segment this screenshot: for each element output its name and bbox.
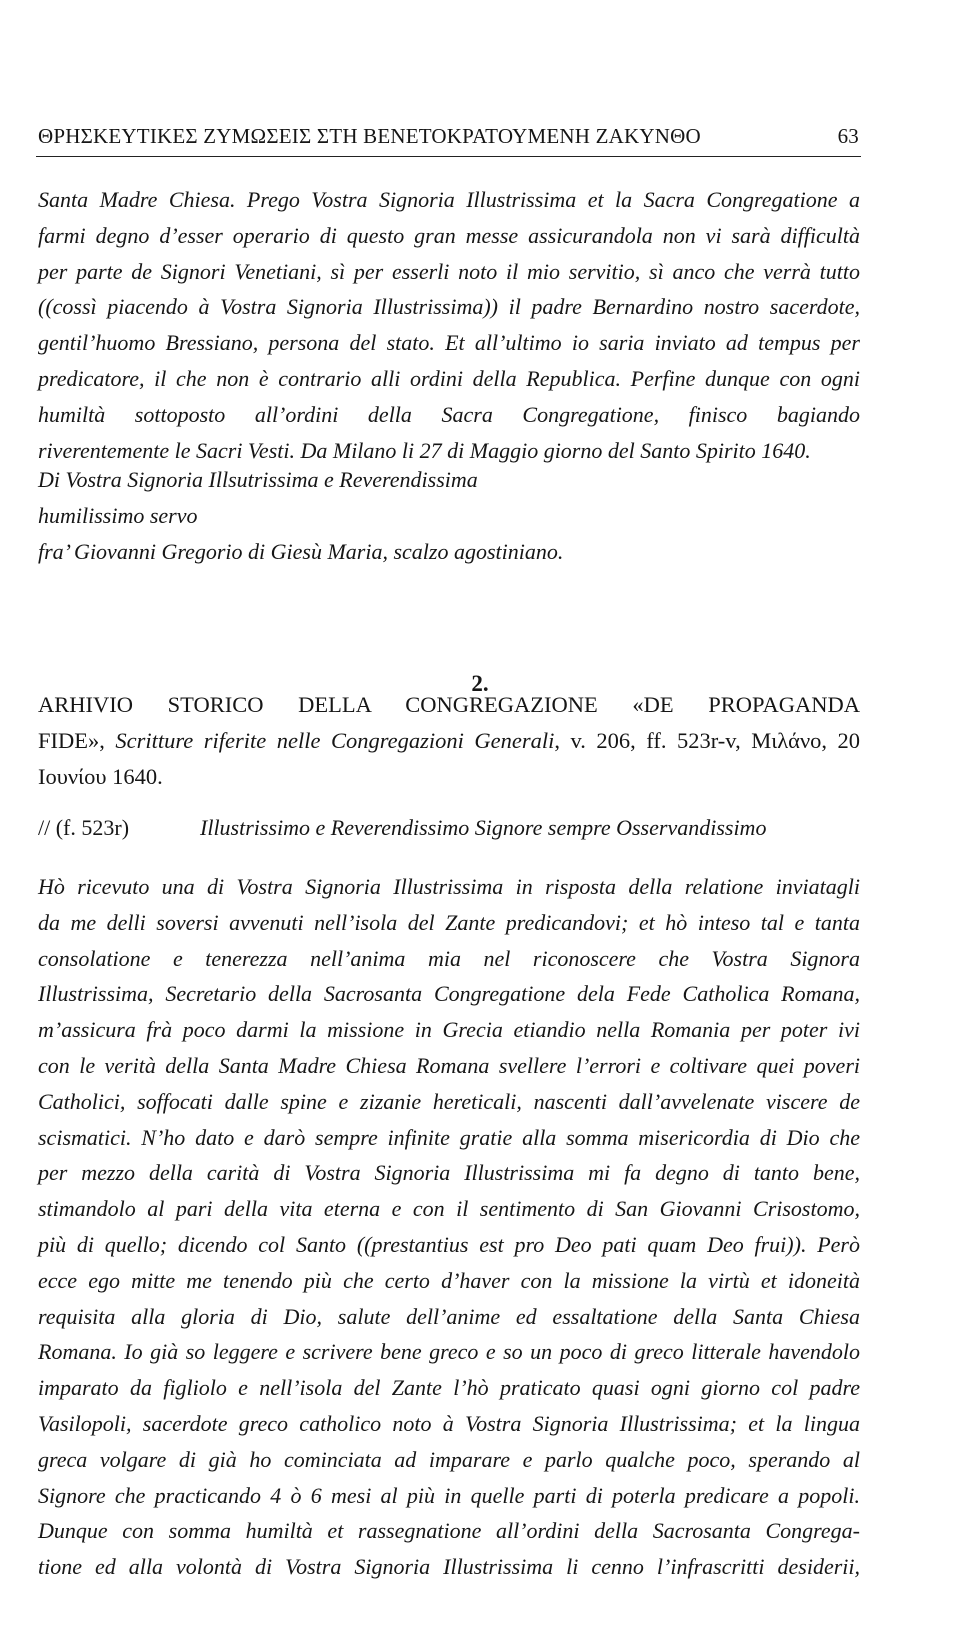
signature: fra’ Giovanni Gregorio di Giesù Maria, scalzo agostiniano.	[38, 539, 564, 564]
text-line: m’assicura frà poco darmi la missione in Grecia etiandio nella Romania per poter ivi	[38, 1017, 860, 1043]
text-line: gentil’huomo Bressiano, persona del stato. Et all’ultimo io saria inviato ad tempus per	[38, 330, 860, 356]
text-line: Santa Madre Chiesa. Prego Vostra Signoria Illustrissima et la Sacra Congregatione a	[38, 187, 860, 212]
letter-end-paragraph	[38, 182, 860, 468]
archive-location: , v. 206, ff. 523r-v, Μιλάνο, 20	[554, 728, 860, 753]
text-line: imparato da figliolo e nell’isola del Zante l’hò praticato quasi ogni giorno col padre	[38, 1375, 860, 1401]
page-number: 63	[837, 124, 859, 148]
closing-formula: Di Vostra Signoria Illsutrissima e Reverendissima	[38, 467, 478, 492]
text-line: farmi degno d’esser operario di questo gran messe assicurandola non vi sarà difficultà	[38, 222, 860, 248]
archive-reference	[38, 687, 860, 795]
letter-body	[38, 869, 860, 1585]
text-line: Signore che practicando 4 ò 6 mesi al più in quelle parti di poterla predicare a popoli.	[38, 1482, 860, 1508]
text-line: per parte de Signori Venetiani, sì per esserli noto il mio servitio, sì anco che verrà tutto	[38, 258, 860, 284]
text-line: da me delli soversi avvenuti nell’isola del Zante predicandovi; et hò inteso tal e tanta	[38, 909, 860, 935]
text-line: ((cossì piacendo à Vostra Signoria Illustrissima)) il padre Bernardino nostro sacerdote,	[38, 294, 860, 320]
text-line: più di quello; dicendo col Santo ((prestantius est pro Deo pati quam Deo frui)). Però	[38, 1231, 860, 1257]
running-header	[38, 124, 859, 149]
text-line: per mezzo della carità di Vostra Signoria Illustrissima mi fa degno di tanto bene,	[38, 1160, 860, 1186]
document-number: 2.	[471, 671, 489, 696]
header-rule	[36, 156, 861, 157]
text-line: Hò ricevuto una di Vostra Signoria Illustrissima in risposta della relatione inviatagli	[38, 874, 860, 899]
archive-source: FIDE»,	[38, 728, 116, 753]
closing-servant: humilissimo servo	[38, 503, 198, 528]
text-line: riverentemente le Sacri Vesti. Da Milano li 27 di Maggio giorno del Santo Spirito 1640.	[38, 437, 811, 463]
text-line: requisita alla gloria di Dio, salute dell’anime ed essaltatione della Santa Chiesa	[38, 1303, 860, 1329]
text-line: Romana. Io già so leggere e scrivere bene greco e so un poco di greco litterale havendolo	[38, 1339, 860, 1365]
text-line: greca volgare di già ho cominciata ad imparare e parlo qualche poco, sperando al	[38, 1446, 860, 1472]
text-line: stimandolo al pari della vita eterna e con il sentimento di San Giovanni Crisostomo,	[38, 1196, 860, 1222]
text-line: predicatore, il che non è contrario alli ordini della Republica. Perfine dunque con ogni	[38, 365, 860, 391]
folio-reference: // (f. 523r)	[38, 815, 130, 840]
running-title: ΘΡΗΣΚΕΥΤΙΚΕΣ ΖΥΜΩΣΕΙΣ ΣΤΗ ΒΕΝΕΤΟΚΡΑΤΟΥΜΕΝΗ ΖΑΚΥΝΘΟ	[38, 124, 701, 148]
text-line: tione ed alla volontà di Vostra Signoria Illustrissima li cenno l’infrascritti desiderii,	[38, 1554, 860, 1580]
archive-line: Ιουνίου 1640.	[38, 764, 163, 789]
salutation: Illustrissimo e Reverendissimo Signore sempre Osservandissimo	[200, 815, 767, 840]
text-line: Illustrissima, Secretario della Sacrosanta Congregatione dela Fede Catholica Romana,	[38, 981, 860, 1007]
text-line: Catholici, soffocati dalle spine e zizanie hereticali, nascenti dall’avvelenate viscere de	[38, 1088, 860, 1114]
text-line: con le verità della Santa Madre Chiesa Romana svellere l’errori e coltivare quei poveri	[38, 1052, 860, 1078]
text-line: consolatione e tenerezza nell’anima mia nel riconoscere che Vostra Signora	[38, 945, 860, 971]
text-line: Vasilopoli, sacerdote greco catholico noto à Vostra Signoria Illustrissima; et la lingua	[38, 1410, 860, 1436]
archive-series: Scritture riferite nelle Congregazioni Generali	[115, 728, 555, 753]
text-line: scismatici. N’ho dato e darò sempre infinite gratie alla somma misericordia di Dio che	[38, 1124, 860, 1150]
text-line: Dunque con somma humiltà et rassegnatione all’ordini della Sacrosanta Congrega-	[38, 1518, 860, 1544]
text-line: ecce ego mitte me tenendo più che certo d’haver con la missione la virtù et idoneità	[38, 1267, 860, 1293]
archive-line	[38, 723, 860, 759]
archive-line: ARHIVIO STORICO DELLA CONGREGAZIONE «DE PROPAGANDA	[38, 692, 860, 717]
text-line: humiltà sottoposto all’ordini della Sacra Congregatione, finisco bagiando	[38, 401, 860, 427]
